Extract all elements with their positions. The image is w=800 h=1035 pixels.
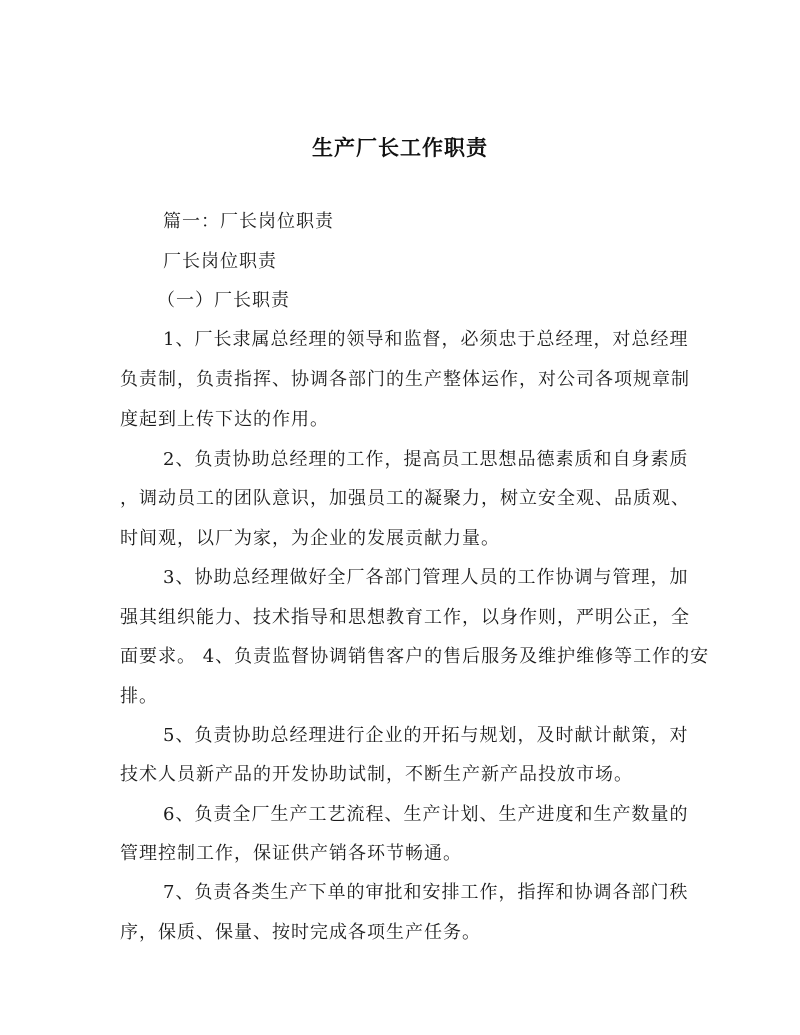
document-title: 生产厂长工作职责 <box>312 136 488 160</box>
paragraph-line: 面要求。 4、负责监督协调销售客户的售后服务及维护维修等工作的安 <box>120 646 710 667</box>
paragraph-line: 时间观，以厂为家，为企业的发展贡献力量。 <box>120 528 500 549</box>
paragraph-line: 5、负责协助总经理进行企业的开拓与规划，及时献计献策，对 <box>163 725 689 746</box>
paragraph-line: ，调动员工的团队意识，加强员工的凝聚力，树立安全观、品质观、 <box>120 488 690 509</box>
subsection-heading: （一）厂长职责 <box>157 290 290 311</box>
paragraph-line: 3、协助总经理做好全厂各部门管理人员的工作协调与管理，加 <box>163 567 689 588</box>
paragraph-line: 度起到上传下达的作用。 <box>120 409 329 430</box>
paragraph-line: 强其组织能力、技术指导和思想教育工作，以身作则，严明公正，全 <box>120 607 690 628</box>
subheading: 厂长岗位职责 <box>163 251 277 272</box>
paragraph-line: 序，保质、保量、按时完成各项生产任务。 <box>120 922 481 943</box>
paragraph-line: 排。 <box>120 686 158 707</box>
paragraph-line: 6、负责全厂生产工艺流程、生产计划、生产进度和生产数量的 <box>163 804 689 825</box>
paragraph-line: 技术人员新产品的开发协助试制，不断生产新产品投放市场。 <box>120 764 633 785</box>
paragraph-line: 负责制，负责指挥、协调各部门的生产整体运作，对公司各项规章制 <box>120 369 690 390</box>
paragraph-line: 7、负责各类生产下单的审批和安排工作，指挥和协调各部门秩 <box>163 882 689 903</box>
paragraph-line: 管理控制工作，保证供产销各环节畅通。 <box>120 843 462 864</box>
section-heading: 篇一：厂长岗位职责 <box>163 211 334 232</box>
paragraph-line: 1、厂长隶属总经理的领导和监督，必须忠于总经理，对总经理 <box>163 329 689 350</box>
paragraph-line: 2、负责协助总经理的工作，提高员工思想品德素质和自身素质 <box>163 449 689 470</box>
